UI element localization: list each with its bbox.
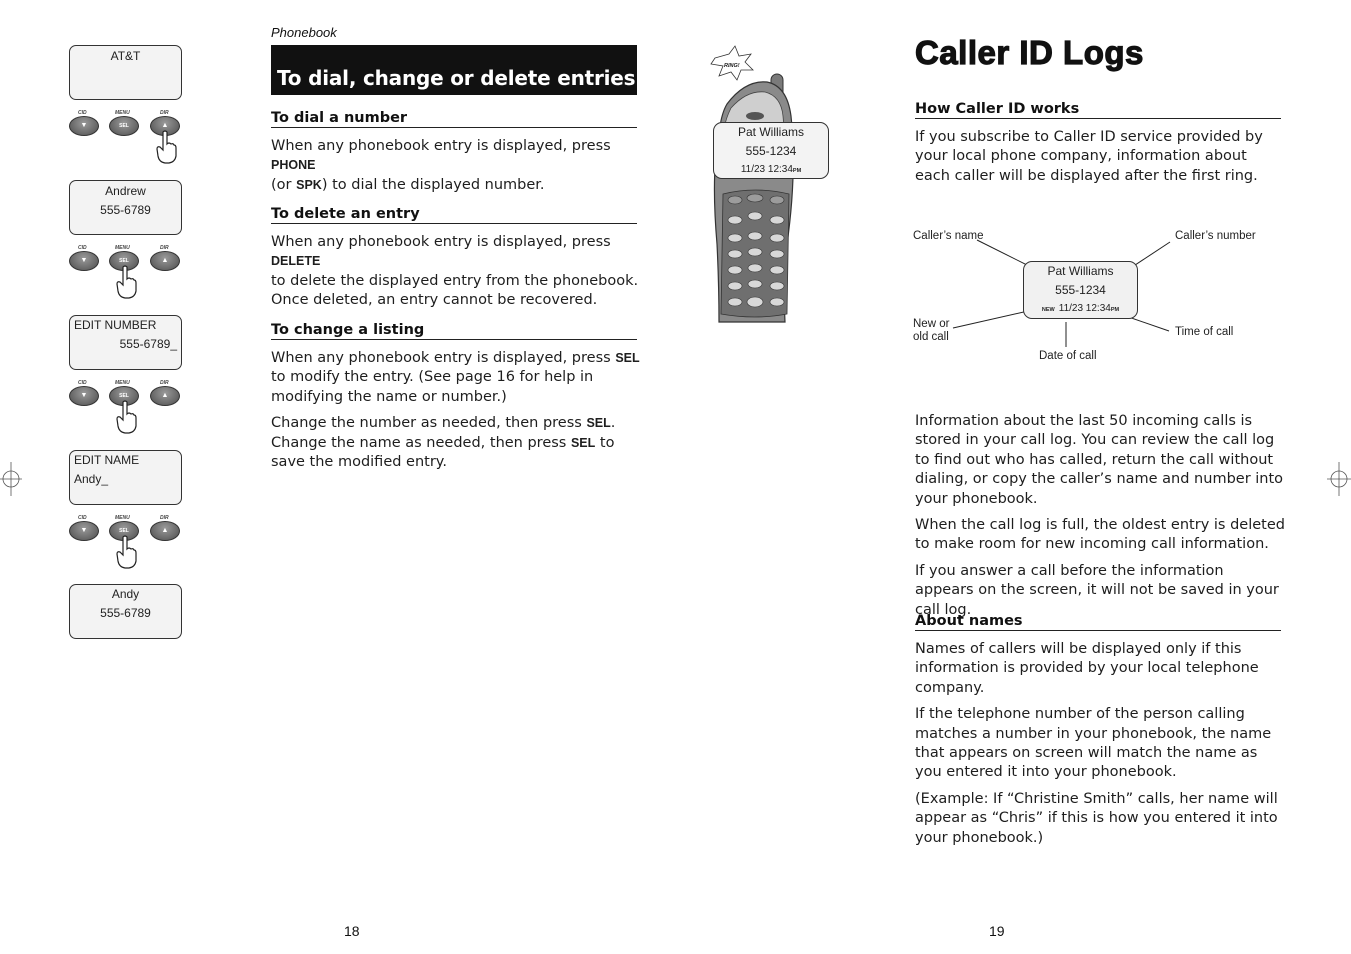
sel-key: SEL bbox=[109, 521, 139, 541]
caller-id-display bbox=[1023, 261, 1138, 319]
paragraph-change: When any phonebook entry is displayed, press SEL to modify the entry. (See page 16 for help in modifying the name or number.) Change the number as needed, then press SEL. Change the name as needed, then press SEL to save the modified entry. bbox=[271, 350, 640, 471]
pointing-hand-icon bbox=[155, 130, 177, 164]
section-title: To dial, change or delete entries bbox=[277, 66, 636, 90]
page-title: Caller ID Logs bbox=[915, 34, 1144, 71]
label-new-or-old-line2: old call bbox=[913, 331, 949, 343]
keypad-row bbox=[67, 110, 185, 170]
sel-key: SEL bbox=[109, 251, 139, 271]
pointing-hand-icon bbox=[115, 265, 137, 299]
heading-how-caller-id-works: How Caller ID works bbox=[915, 101, 1281, 119]
ring-label: RING! bbox=[724, 63, 740, 69]
phone-display-name: Pat Williams bbox=[737, 125, 804, 139]
lcd-screen-5 bbox=[69, 584, 182, 639]
dir-key-label: DIR bbox=[160, 515, 169, 521]
lcd-line: EDIT NUMBER bbox=[74, 318, 157, 332]
dir-key-label: DIR bbox=[160, 380, 169, 386]
menu-key-label: MENU bbox=[115, 110, 130, 116]
about-names-paragraph: If the telephone number of the person calling matches a number in your phonebook, the name that appears on screen will match the name as you entered it into your phonebook. bbox=[915, 706, 1272, 781]
cid-key-label: CID bbox=[78, 245, 87, 251]
heading-dial: To dial a number bbox=[271, 110, 637, 128]
heading-about-names: About names bbox=[915, 613, 1281, 631]
down-arrow-key: ▼ bbox=[69, 521, 99, 541]
lcd-screen-3 bbox=[69, 315, 182, 370]
delete-key-name: DELETE bbox=[271, 254, 321, 269]
phone-display-number: 555-1234 bbox=[745, 144, 797, 158]
display-new-indicator: NEW bbox=[1041, 307, 1055, 313]
label-date-of-call: Date of call bbox=[1039, 350, 1097, 362]
paragraph-delete: When any phonebook entry is displayed, press DELETE to delete the displayed entry from the phonebook. Once deleted, an entry cannot be recovered. bbox=[271, 234, 639, 309]
about-names-paragraph: (Example: If “Christine Smith” calls, her name will appear as “Chris” if this is how you entered it into your phonebook.) bbox=[915, 790, 1278, 846]
lcd-line: 555-6789 bbox=[100, 203, 151, 217]
label-callers-name: Caller’s name bbox=[913, 230, 984, 242]
lcd-line: Andy bbox=[111, 587, 140, 601]
pointing-hand-icon bbox=[115, 400, 137, 434]
cid-key-label: CID bbox=[78, 110, 87, 116]
up-arrow-key: ▲ bbox=[150, 116, 180, 136]
dir-key-label: DIR bbox=[160, 245, 169, 251]
display-name: Pat Williams bbox=[1047, 264, 1114, 278]
label-new-or-old-line1: New or bbox=[913, 318, 950, 330]
menu-key-label: MENU bbox=[115, 245, 130, 251]
lcd-line: Andy_ bbox=[74, 472, 109, 486]
dir-key-label: DIR bbox=[160, 110, 169, 116]
lcd-screen-4 bbox=[69, 450, 182, 505]
label-time-of-call: Time of call bbox=[1175, 326, 1234, 338]
menu-key-label: MENU bbox=[115, 515, 130, 521]
spk-key-name: SPK bbox=[296, 177, 322, 192]
page-number-right: 19 bbox=[989, 923, 1005, 939]
keypad-row bbox=[67, 380, 185, 440]
phone-key-name: PHONE bbox=[271, 158, 316, 173]
lcd-line: EDIT NAME bbox=[74, 453, 140, 467]
keypad-row bbox=[67, 245, 185, 305]
lcd-line: 555-6789 bbox=[100, 606, 151, 620]
down-arrow-key: ▼ bbox=[69, 386, 99, 406]
up-arrow-key: ▲ bbox=[150, 521, 180, 541]
pointing-hand-icon bbox=[115, 535, 137, 569]
menu-key-label: MENU bbox=[115, 380, 130, 386]
display-pm: PM bbox=[1110, 307, 1120, 313]
display-number: 555-1234 bbox=[1055, 283, 1106, 297]
label-callers-number: Caller’s number bbox=[1175, 230, 1256, 242]
down-arrow-key: ▼ bbox=[69, 116, 99, 136]
heading-delete: To delete an entry bbox=[271, 206, 637, 224]
heading-change: To change a listing bbox=[271, 322, 637, 340]
running-head: Phonebook bbox=[271, 25, 337, 40]
call-log-paragraph: Information about the last 50 incoming calls is stored in your call log. You can review the call log to find out who has called, return the call without dialing, or copy the caller’s name and number into your phonebook. bbox=[915, 413, 1284, 507]
cordless-handset-illustration bbox=[705, 44, 805, 326]
lcd-line: AT&T bbox=[110, 49, 141, 63]
down-arrow-key: ▼ bbox=[69, 251, 99, 271]
keypad-row bbox=[67, 515, 185, 575]
sel-key: SEL bbox=[109, 386, 139, 406]
call-log-paragraphs bbox=[915, 412, 1285, 627]
lcd-line: Andrew bbox=[105, 184, 146, 198]
lcd-line: 555-6789_ bbox=[119, 337, 177, 351]
call-log-paragraph: When the call log is full, the oldest entry is deleted to make room for new incoming call information. bbox=[915, 517, 1285, 553]
section-title-bar bbox=[271, 45, 637, 95]
up-arrow-key: ▲ bbox=[150, 251, 180, 271]
registration-mark-icon bbox=[1325, 462, 1351, 496]
phone-display-pm: PM bbox=[792, 168, 802, 174]
up-arrow-key: ▲ bbox=[150, 386, 180, 406]
registration-mark-icon bbox=[0, 462, 24, 496]
paragraph-how-caller-id-works: If you subscribe to Caller ID service provided by your local phone company, information about each caller will be displayed after the first ring. bbox=[915, 129, 1263, 184]
call-log-paragraph: If you answer a call before the information appears on the screen, it will not be saved in your call log. bbox=[915, 562, 1279, 618]
sel-key: SEL bbox=[109, 116, 139, 136]
phone-display-datetime: 11/23 12:34 bbox=[740, 164, 793, 175]
cid-key-label: CID bbox=[78, 380, 87, 386]
lcd-screen-2 bbox=[69, 180, 182, 235]
phone-display bbox=[713, 122, 829, 179]
paragraph-dial: When any phonebook entry is displayed, press PHONE (or SPK) to dial the displayed number. bbox=[271, 138, 611, 193]
cid-key-label: CID bbox=[78, 515, 87, 521]
lcd-screen-1 bbox=[69, 45, 182, 100]
page-number-left: 18 bbox=[344, 923, 360, 939]
display-datetime: 11/23 12:34 bbox=[1058, 303, 1111, 314]
about-names-paragraphs bbox=[915, 640, 1285, 855]
about-names-paragraph: Names of callers will be displayed only if this information is provided by your local telephone company. bbox=[915, 641, 1259, 696]
